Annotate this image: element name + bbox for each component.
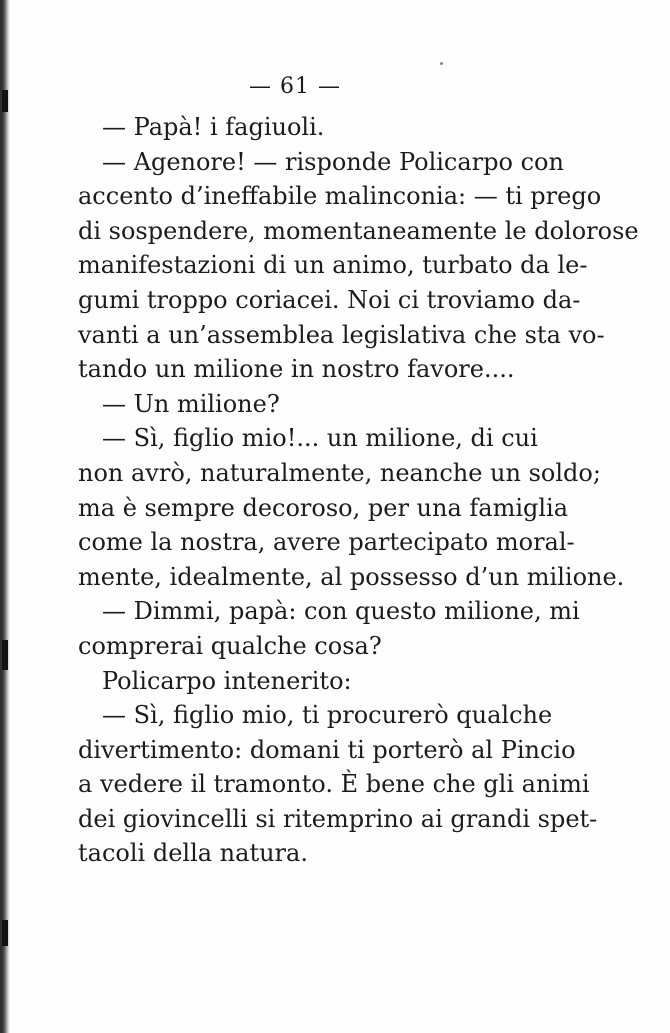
binding-edge (0, 0, 10, 1033)
text-line: — Sì, figlio mio!... un milione, di cui (102, 424, 538, 453)
text-line: divertimento: domani ti porterò al Pincio (78, 735, 576, 764)
text-line: Policarpo intenerito: (102, 666, 352, 695)
paper-speck (440, 62, 443, 65)
text-line: — Agenore! — risponde Policarpo con (102, 147, 564, 176)
text-line: ma è sempre decoroso, per una famiglia (78, 493, 569, 522)
text-line: — Dimmi, papà: con questo milione, mi (102, 597, 580, 626)
text-line: dei giovincelli si ritemprino ai grandi spet- (78, 804, 598, 833)
text-line: vanti a un’assemblea legislativa che sta vo- (78, 320, 605, 349)
text-line: a vedere il tramonto. È bene che gli animi (78, 770, 590, 799)
text-line: — Sì, figlio mio, ti procurerò qualche (102, 701, 553, 730)
text-line: tacoli della natura. (78, 839, 308, 868)
text-line: gumi troppo coriacei. Noi ci troviamo da- (78, 285, 581, 314)
text-line: manifestazioni di un animo, turbato da le- (78, 251, 588, 280)
text-line: accento d’ineffabile malinconia: — ti prego (78, 182, 602, 211)
binding-mark (2, 640, 8, 670)
text-line: non avrò, naturalmente, neanche un soldo; (78, 458, 601, 487)
text-line: di sospendere, momentaneamente le dolorose (78, 216, 639, 245)
text-line: comprerai qualche cosa? (78, 631, 382, 660)
body-text (78, 110, 639, 871)
text-line: — Un milione? (102, 389, 280, 418)
text-line: come la nostra, avere partecipato moral- (78, 528, 575, 557)
binding-mark (2, 920, 8, 946)
text-line: mente, idealmente, al possesso d’un milione. (78, 562, 625, 591)
text-line: — Papà! i fagiuoli. (102, 113, 325, 141)
text-line: tando un milione in nostro favore.... (78, 355, 515, 384)
page-number: — 61 — (249, 74, 341, 99)
